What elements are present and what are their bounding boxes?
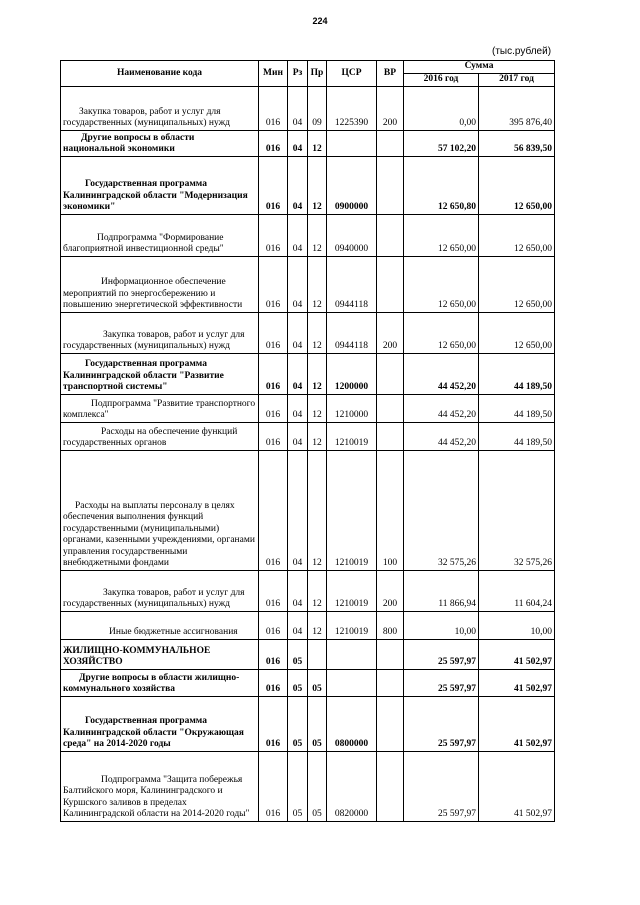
header-csr: ЦСР <box>327 61 377 87</box>
cell-csr: 0900000 <box>327 156 377 214</box>
cell-y2017: 12 650,00 <box>479 214 555 256</box>
table-row <box>61 611 555 639</box>
cell-y2016: 0,00 <box>404 86 479 130</box>
cell-pr: 12 <box>308 394 327 422</box>
budget-table <box>60 60 555 822</box>
cell-y2016: 25 597,97 <box>404 696 479 751</box>
header-rz: Рз <box>288 61 308 87</box>
cell-y2016: 25 597,97 <box>404 751 479 821</box>
cell-y2017: 41 502,97 <box>479 669 555 696</box>
cell-name: Расходы на обеспечение функций государственных органов <box>61 422 259 450</box>
cell-pr <box>308 639 327 669</box>
cell-csr: 1200000 <box>327 353 377 394</box>
cell-y2017: 56 839,50 <box>479 130 555 156</box>
table-row <box>61 86 555 130</box>
header-sum: Сумма <box>404 61 555 74</box>
cell-csr: 1225390 <box>327 86 377 130</box>
cell-y2017: 44 189,50 <box>479 422 555 450</box>
cell-y2017: 32 575,26 <box>479 450 555 570</box>
cell-name: Государственная программа Калининградской области "Окружающая среда" на 2014-2020 годы <box>61 696 259 751</box>
cell-rz: 04 <box>288 256 308 312</box>
cell-y2016: 10,00 <box>404 611 479 639</box>
table-row <box>61 751 555 821</box>
cell-rz: 04 <box>288 611 308 639</box>
cell-vr: 200 <box>377 86 404 130</box>
table-row <box>61 450 555 570</box>
cell-name: Другие вопросы в области национальной экономики <box>61 130 259 156</box>
cell-rz: 05 <box>288 669 308 696</box>
cell-pr: 12 <box>308 611 327 639</box>
cell-csr: 0944118 <box>327 312 377 353</box>
cell-name: Подпрограмма "Развитие транспортного комплекса" <box>61 394 259 422</box>
cell-vr <box>377 696 404 751</box>
cell-csr: 1210019 <box>327 450 377 570</box>
cell-name: Подпрограмма "Защита побережья Балтийского моря, Калининградского и Куршского заливов в пределах Калининградской области на 2014-2020 годы" <box>61 751 259 821</box>
cell-min: 016 <box>259 611 288 639</box>
cell-vr <box>377 130 404 156</box>
cell-csr: 0800000 <box>327 696 377 751</box>
cell-min: 016 <box>259 450 288 570</box>
cell-csr <box>327 639 377 669</box>
table-row <box>61 570 555 611</box>
page-number: 224 <box>312 16 328 26</box>
cell-rz: 04 <box>288 312 308 353</box>
cell-y2016: 12 650,00 <box>404 214 479 256</box>
cell-min: 016 <box>259 86 288 130</box>
cell-csr: 0820000 <box>327 751 377 821</box>
cell-min: 016 <box>259 422 288 450</box>
cell-pr: 12 <box>308 353 327 394</box>
cell-rz: 05 <box>288 751 308 821</box>
cell-y2017: 12 650,00 <box>479 312 555 353</box>
cell-rz: 04 <box>288 422 308 450</box>
cell-y2017: 44 189,50 <box>479 353 555 394</box>
cell-rz: 05 <box>288 639 308 669</box>
cell-rz: 04 <box>288 156 308 214</box>
cell-pr: 12 <box>308 156 327 214</box>
cell-y2016: 25 597,97 <box>404 639 479 669</box>
unit-note: (тыс.рублей) <box>492 46 552 57</box>
header-name: Наименование кода <box>61 61 259 87</box>
header-2017: 2017 год <box>479 73 555 86</box>
cell-name: Расходы на выплаты персоналу в целях обеспечения выполнения функций государственными (муниципальными) органами, казенными учреждениями, органами управления государственными внебюджетными фондами <box>61 450 259 570</box>
cell-y2017: 11 604,24 <box>479 570 555 611</box>
cell-vr: 100 <box>377 450 404 570</box>
cell-pr: 12 <box>308 450 327 570</box>
cell-vr: 200 <box>377 312 404 353</box>
cell-y2016: 12 650,80 <box>404 156 479 214</box>
table-row <box>61 312 555 353</box>
cell-pr: 12 <box>308 256 327 312</box>
header-min: Мин <box>259 61 288 87</box>
header-2016: 2016 год <box>404 73 479 86</box>
cell-name: Информационное обеспечение мероприятий по энергосбережению и повышению энергетической эффективности <box>61 256 259 312</box>
cell-vr <box>377 256 404 312</box>
cell-pr: 12 <box>308 214 327 256</box>
cell-rz: 04 <box>288 450 308 570</box>
table-row <box>61 696 555 751</box>
table-row <box>61 256 555 312</box>
cell-min: 016 <box>259 256 288 312</box>
cell-y2017: 44 189,50 <box>479 394 555 422</box>
cell-y2016: 25 597,97 <box>404 669 479 696</box>
cell-y2017: 395 876,40 <box>479 86 555 130</box>
cell-csr: 1210000 <box>327 394 377 422</box>
cell-min: 016 <box>259 639 288 669</box>
cell-pr: 12 <box>308 422 327 450</box>
cell-min: 016 <box>259 669 288 696</box>
cell-name: Подпрограмма "Формирование благоприятной инвестиционной среды" <box>61 214 259 256</box>
cell-vr <box>377 639 404 669</box>
cell-y2016: 12 650,00 <box>404 312 479 353</box>
cell-y2016: 44 452,20 <box>404 422 479 450</box>
cell-csr: 1210019 <box>327 570 377 611</box>
header-vr: ВР <box>377 61 404 87</box>
table-row <box>61 156 555 214</box>
cell-min: 016 <box>259 214 288 256</box>
cell-min: 016 <box>259 394 288 422</box>
cell-name: Закупка товаров, работ и услуг для государственных (муниципальных) нужд <box>61 86 259 130</box>
cell-vr <box>377 214 404 256</box>
cell-y2017: 12 650,00 <box>479 256 555 312</box>
cell-name: Государственная программа Калининградской области "Развитие транспортной системы" <box>61 353 259 394</box>
cell-csr: 1210019 <box>327 422 377 450</box>
cell-rz: 04 <box>288 570 308 611</box>
cell-y2016: 57 102,20 <box>404 130 479 156</box>
cell-csr <box>327 130 377 156</box>
cell-rz: 04 <box>288 394 308 422</box>
cell-vr <box>377 422 404 450</box>
cell-y2016: 12 650,00 <box>404 256 479 312</box>
cell-min: 016 <box>259 353 288 394</box>
table-row <box>61 214 555 256</box>
cell-csr: 1210019 <box>327 611 377 639</box>
cell-pr: 05 <box>308 696 327 751</box>
header-pr: Пр <box>308 61 327 87</box>
table-row <box>61 639 555 669</box>
cell-min: 016 <box>259 156 288 214</box>
cell-vr <box>377 669 404 696</box>
cell-min: 016 <box>259 696 288 751</box>
cell-y2016: 32 575,26 <box>404 450 479 570</box>
table-row <box>61 130 555 156</box>
cell-vr: 800 <box>377 611 404 639</box>
cell-y2017: 12 650,00 <box>479 156 555 214</box>
table-row <box>61 422 555 450</box>
cell-y2017: 41 502,97 <box>479 696 555 751</box>
cell-y2017: 41 502,97 <box>479 751 555 821</box>
cell-pr: 12 <box>308 570 327 611</box>
cell-rz: 05 <box>288 696 308 751</box>
cell-pr: 09 <box>308 86 327 130</box>
cell-min: 016 <box>259 751 288 821</box>
cell-vr: 200 <box>377 570 404 611</box>
cell-name: Закупка товаров, работ и услуг для государственных (муниципальных) нужд <box>61 570 259 611</box>
table-row <box>61 394 555 422</box>
cell-csr <box>327 669 377 696</box>
cell-rz: 04 <box>288 130 308 156</box>
table-row <box>61 669 555 696</box>
cell-min: 016 <box>259 130 288 156</box>
cell-pr: 05 <box>308 669 327 696</box>
cell-csr: 0940000 <box>327 214 377 256</box>
cell-y2016: 44 452,20 <box>404 394 479 422</box>
table-row <box>61 353 555 394</box>
cell-pr: 12 <box>308 130 327 156</box>
cell-y2017: 10,00 <box>479 611 555 639</box>
cell-min: 016 <box>259 312 288 353</box>
cell-name: Иные бюджетные ассигнования <box>61 611 259 639</box>
cell-name: Закупка товаров, работ и услуг для государственных (муниципальных) нужд <box>61 312 259 353</box>
cell-rz: 04 <box>288 214 308 256</box>
cell-y2017: 41 502,97 <box>479 639 555 669</box>
cell-rz: 04 <box>288 86 308 130</box>
cell-vr <box>377 353 404 394</box>
cell-vr <box>377 156 404 214</box>
cell-y2016: 11 866,94 <box>404 570 479 611</box>
cell-csr: 0944118 <box>327 256 377 312</box>
cell-name: Государственная программа Калининградской области "Модернизация экономики" <box>61 156 259 214</box>
cell-min: 016 <box>259 570 288 611</box>
cell-vr <box>377 751 404 821</box>
cell-y2016: 44 452,20 <box>404 353 479 394</box>
cell-pr: 12 <box>308 312 327 353</box>
cell-name: ЖИЛИЩНО-КОММУНАЛЬНОЕ ХОЗЯЙСТВО <box>61 639 259 669</box>
cell-rz: 04 <box>288 353 308 394</box>
cell-pr: 05 <box>308 751 327 821</box>
cell-name: Другие вопросы в области жилищно-коммунального хозяйства <box>61 669 259 696</box>
cell-vr <box>377 394 404 422</box>
